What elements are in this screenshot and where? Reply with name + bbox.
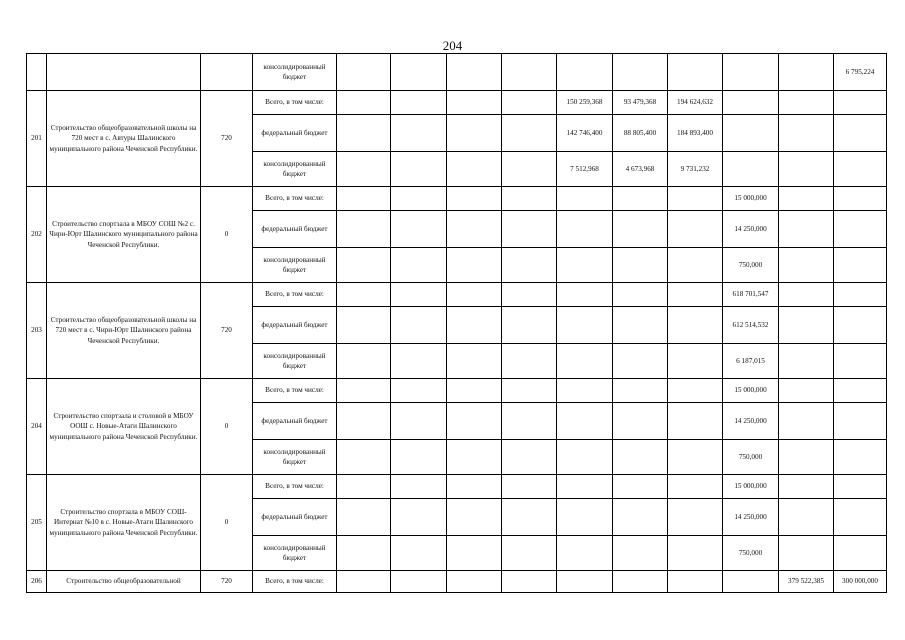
empty-cell bbox=[337, 499, 391, 536]
empty-cell bbox=[668, 54, 723, 91]
empty-cell bbox=[391, 248, 447, 283]
empty-cell bbox=[447, 440, 502, 475]
value-cell: 14 250,000 bbox=[723, 211, 779, 248]
value-cell bbox=[557, 283, 613, 307]
empty-cell bbox=[502, 379, 557, 403]
source-cell: Всего, в том числе: bbox=[253, 283, 337, 307]
value-cell bbox=[613, 187, 668, 211]
empty-cell bbox=[337, 379, 391, 403]
value-cell bbox=[723, 115, 779, 152]
empty-cell bbox=[337, 571, 391, 593]
value-cell bbox=[834, 211, 887, 248]
empty-cell bbox=[447, 187, 502, 211]
value-cell bbox=[557, 187, 613, 211]
source-cell: Всего, в том числе: bbox=[253, 187, 337, 211]
project-description: Строительство спортзала в МБОУ СОШ №2 с. Чири-Юрт Шалинского муниципального района Чеченской Республики. bbox=[47, 187, 201, 283]
empty-cell bbox=[27, 54, 47, 91]
empty-cell bbox=[502, 283, 557, 307]
empty-cell bbox=[502, 307, 557, 344]
empty-cell bbox=[391, 91, 447, 115]
value-cell: 379 522,385 bbox=[779, 571, 834, 593]
value-cell bbox=[557, 403, 613, 440]
page-number: 204 bbox=[442, 38, 463, 53]
empty-cell bbox=[557, 54, 613, 91]
value-cell: 750,000 bbox=[723, 440, 779, 475]
value-cell: 612 514,532 bbox=[723, 307, 779, 344]
project-description: Строительство общеобразовательной школы на 720 мест в с. Чири-Юрт Шалинского района Чеченской Республики. bbox=[47, 283, 201, 379]
source-cell: консолидированный бюджет bbox=[253, 536, 337, 571]
value-cell bbox=[557, 475, 613, 499]
empty-cell bbox=[391, 307, 447, 344]
project-number: 202 bbox=[27, 187, 47, 283]
source-cell: консолидированный бюджет bbox=[253, 54, 337, 91]
empty-cell bbox=[502, 475, 557, 499]
value-cell bbox=[613, 536, 668, 571]
source-cell: федеральный бюджет bbox=[253, 307, 337, 344]
empty-cell bbox=[337, 536, 391, 571]
value-cell bbox=[668, 248, 723, 283]
empty-cell bbox=[613, 54, 668, 91]
empty-cell bbox=[447, 536, 502, 571]
value-cell bbox=[779, 440, 834, 475]
value-cell: 14 250,000 bbox=[723, 403, 779, 440]
value-cell bbox=[834, 307, 887, 344]
project-number: 204 bbox=[27, 379, 47, 475]
value-cell: 184 893,400 bbox=[668, 115, 723, 152]
source-cell: федеральный бюджет bbox=[253, 403, 337, 440]
project-description: Строительство общеобразовательной bbox=[47, 571, 201, 593]
empty-cell bbox=[47, 54, 201, 91]
value-cell bbox=[613, 283, 668, 307]
empty-cell bbox=[337, 187, 391, 211]
value-cell: 6 187,015 bbox=[723, 344, 779, 379]
value-cell bbox=[779, 187, 834, 211]
value-cell bbox=[834, 187, 887, 211]
empty-cell bbox=[391, 211, 447, 248]
value-cell bbox=[834, 536, 887, 571]
project-number: 201 bbox=[27, 91, 47, 187]
project-capacity: 0 bbox=[201, 379, 253, 475]
empty-cell bbox=[447, 283, 502, 307]
value-cell bbox=[779, 211, 834, 248]
value-cell bbox=[613, 440, 668, 475]
empty-cell bbox=[337, 403, 391, 440]
empty-cell bbox=[447, 379, 502, 403]
value-cell: 93 479,368 bbox=[613, 91, 668, 115]
value-cell: 6 795,224 bbox=[834, 54, 887, 91]
empty-cell bbox=[391, 344, 447, 379]
empty-cell bbox=[447, 115, 502, 152]
project-number: 206 bbox=[27, 571, 47, 593]
source-cell: Всего, в том числе: bbox=[253, 91, 337, 115]
empty-cell bbox=[391, 403, 447, 440]
table-row bbox=[27, 283, 887, 307]
value-cell bbox=[779, 307, 834, 344]
budget-table bbox=[26, 53, 887, 593]
value-cell bbox=[779, 283, 834, 307]
source-cell: консолидированный бюджет bbox=[253, 440, 337, 475]
empty-cell bbox=[447, 475, 502, 499]
value-cell bbox=[557, 379, 613, 403]
value-cell: 14 250,000 bbox=[723, 499, 779, 536]
empty-cell bbox=[723, 54, 779, 91]
value-cell bbox=[557, 536, 613, 571]
empty-cell bbox=[337, 475, 391, 499]
empty-cell bbox=[502, 571, 557, 593]
empty-cell bbox=[391, 571, 447, 593]
empty-cell bbox=[447, 571, 502, 593]
empty-cell bbox=[668, 571, 723, 593]
value-cell bbox=[779, 499, 834, 536]
value-cell bbox=[723, 152, 779, 187]
empty-cell bbox=[201, 54, 253, 91]
value-cell: 142 746,400 bbox=[557, 115, 613, 152]
table-row bbox=[27, 475, 887, 499]
source-cell: Всего, в том числе: bbox=[253, 379, 337, 403]
value-cell: 9 731,232 bbox=[668, 152, 723, 187]
empty-cell bbox=[391, 152, 447, 187]
empty-cell bbox=[447, 211, 502, 248]
value-cell bbox=[557, 440, 613, 475]
empty-cell bbox=[337, 307, 391, 344]
empty-cell bbox=[391, 499, 447, 536]
empty-cell bbox=[502, 54, 557, 91]
project-number: 203 bbox=[27, 283, 47, 379]
value-cell bbox=[779, 152, 834, 187]
value-cell bbox=[834, 440, 887, 475]
table-row bbox=[27, 187, 887, 211]
empty-cell bbox=[447, 91, 502, 115]
value-cell bbox=[779, 344, 834, 379]
source-cell: Всего, в том числе: bbox=[253, 571, 337, 593]
empty-cell bbox=[723, 571, 779, 593]
empty-cell bbox=[337, 152, 391, 187]
empty-cell bbox=[391, 54, 447, 91]
value-cell: 88 805,400 bbox=[613, 115, 668, 152]
empty-cell bbox=[502, 187, 557, 211]
empty-cell bbox=[502, 211, 557, 248]
empty-cell bbox=[502, 115, 557, 152]
source-cell: федеральный бюджет bbox=[253, 211, 337, 248]
value-cell bbox=[834, 283, 887, 307]
value-cell bbox=[834, 475, 887, 499]
value-cell bbox=[779, 91, 834, 115]
empty-cell bbox=[337, 115, 391, 152]
project-number: 205 bbox=[27, 475, 47, 571]
empty-cell bbox=[391, 187, 447, 211]
value-cell: 15 000,000 bbox=[723, 187, 779, 211]
project-capacity: 720 bbox=[201, 283, 253, 379]
empty-cell bbox=[502, 440, 557, 475]
empty-cell bbox=[337, 211, 391, 248]
value-cell bbox=[613, 499, 668, 536]
source-cell: федеральный бюджет bbox=[253, 499, 337, 536]
project-capacity: 0 bbox=[201, 187, 253, 283]
value-cell bbox=[557, 211, 613, 248]
empty-cell bbox=[779, 54, 834, 91]
source-cell: консолидированный бюджет bbox=[253, 152, 337, 187]
empty-cell bbox=[337, 248, 391, 283]
empty-cell bbox=[447, 54, 502, 91]
empty-cell bbox=[447, 403, 502, 440]
table-row bbox=[27, 54, 887, 91]
empty-cell bbox=[502, 536, 557, 571]
value-cell bbox=[668, 379, 723, 403]
value-cell bbox=[779, 403, 834, 440]
value-cell: 194 624,632 bbox=[668, 91, 723, 115]
value-cell: 15 000,000 bbox=[723, 379, 779, 403]
empty-cell bbox=[447, 248, 502, 283]
empty-cell bbox=[502, 344, 557, 379]
value-cell bbox=[557, 248, 613, 283]
value-cell bbox=[668, 283, 723, 307]
value-cell bbox=[613, 403, 668, 440]
project-capacity: 0 bbox=[201, 475, 253, 571]
value-cell bbox=[779, 248, 834, 283]
empty-cell bbox=[447, 152, 502, 187]
empty-cell bbox=[447, 307, 502, 344]
value-cell bbox=[613, 379, 668, 403]
value-cell bbox=[668, 475, 723, 499]
project-capacity: 720 bbox=[201, 91, 253, 187]
empty-cell bbox=[391, 475, 447, 499]
project-capacity: 720 bbox=[201, 571, 253, 593]
empty-cell bbox=[391, 379, 447, 403]
source-cell: консолидированный бюджет bbox=[253, 248, 337, 283]
value-cell bbox=[557, 499, 613, 536]
project-description: Строительство спортзала в МБОУ СОШ-Интернат №10 в с. Новые-Атаги Шалинского муниципального района Чеченской Республики. bbox=[47, 475, 201, 571]
empty-cell bbox=[391, 440, 447, 475]
empty-cell bbox=[447, 499, 502, 536]
empty-cell bbox=[502, 403, 557, 440]
empty-cell bbox=[391, 536, 447, 571]
value-cell bbox=[723, 91, 779, 115]
value-cell bbox=[834, 344, 887, 379]
value-cell bbox=[834, 379, 887, 403]
empty-cell bbox=[502, 499, 557, 536]
value-cell bbox=[834, 248, 887, 283]
value-cell bbox=[834, 403, 887, 440]
project-description: Строительство общеобразовательной школы на 720 мест в с. Автуры Шалинского муниципального района Чеченской Республики. bbox=[47, 91, 201, 187]
value-cell bbox=[613, 248, 668, 283]
empty-cell bbox=[337, 440, 391, 475]
empty-cell bbox=[557, 571, 613, 593]
value-cell: 618 701,547 bbox=[723, 283, 779, 307]
empty-cell bbox=[391, 115, 447, 152]
value-cell bbox=[557, 307, 613, 344]
empty-cell bbox=[337, 54, 391, 91]
table-body bbox=[27, 54, 887, 593]
empty-cell bbox=[337, 344, 391, 379]
value-cell bbox=[613, 344, 668, 379]
value-cell bbox=[668, 403, 723, 440]
value-cell: 15 000,000 bbox=[723, 475, 779, 499]
value-cell bbox=[779, 115, 834, 152]
table-row bbox=[27, 91, 887, 115]
value-cell bbox=[834, 152, 887, 187]
value-cell bbox=[668, 499, 723, 536]
empty-cell bbox=[502, 152, 557, 187]
value-cell: 150 259,368 bbox=[557, 91, 613, 115]
source-cell: федеральный бюджет bbox=[253, 115, 337, 152]
source-cell: Всего, в том числе: bbox=[253, 475, 337, 499]
value-cell: 750,000 bbox=[723, 248, 779, 283]
value-cell: 7 512,968 bbox=[557, 152, 613, 187]
value-cell bbox=[668, 344, 723, 379]
value-cell bbox=[613, 307, 668, 344]
value-cell bbox=[668, 440, 723, 475]
value-cell: 300 000,000 bbox=[834, 571, 887, 593]
value-cell bbox=[834, 91, 887, 115]
empty-cell bbox=[447, 344, 502, 379]
value-cell bbox=[779, 379, 834, 403]
value-cell bbox=[668, 211, 723, 248]
value-cell bbox=[668, 187, 723, 211]
value-cell bbox=[834, 115, 887, 152]
empty-cell bbox=[391, 283, 447, 307]
value-cell bbox=[557, 344, 613, 379]
empty-cell bbox=[502, 91, 557, 115]
table-row bbox=[27, 379, 887, 403]
value-cell bbox=[613, 475, 668, 499]
value-cell bbox=[779, 475, 834, 499]
value-cell bbox=[613, 211, 668, 248]
value-cell bbox=[668, 307, 723, 344]
empty-cell bbox=[502, 248, 557, 283]
value-cell: 750,000 bbox=[723, 536, 779, 571]
source-cell: консолидированный бюджет bbox=[253, 344, 337, 379]
empty-cell bbox=[337, 91, 391, 115]
value-cell bbox=[779, 536, 834, 571]
value-cell bbox=[668, 536, 723, 571]
value-cell: 4 673,968 bbox=[613, 152, 668, 187]
project-description: Строительство спортзала и столовой в МБОУ ООШ с. Новые-Атаги Шалинского муниципального района Чеченской Республики. bbox=[47, 379, 201, 475]
empty-cell bbox=[337, 283, 391, 307]
empty-cell bbox=[613, 571, 668, 593]
table-row bbox=[27, 571, 887, 593]
value-cell bbox=[834, 499, 887, 536]
